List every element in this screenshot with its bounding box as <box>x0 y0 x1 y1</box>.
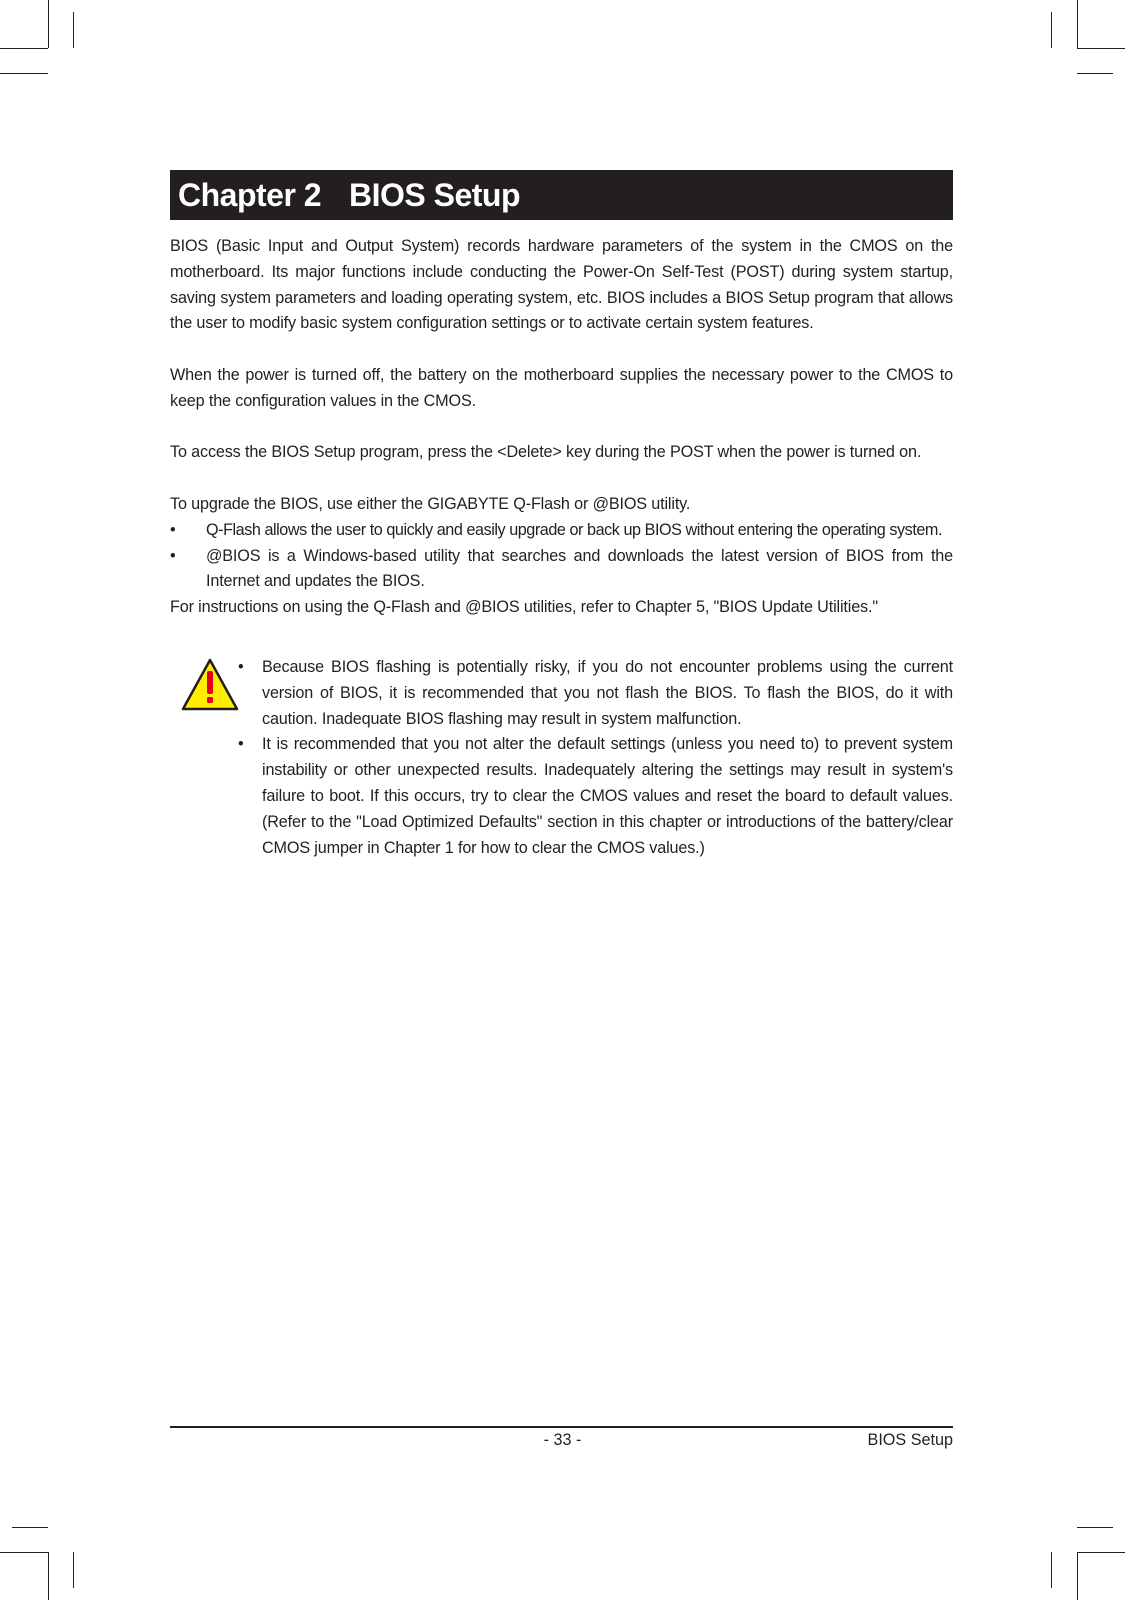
chapter-title: BIOS Setup <box>349 176 521 213</box>
warning-flash-text: Because BIOS flashing is potentially risky, if you do not encounter problems using the current version of BIOS, it is recommended that you not flash the BIOS. To flash the BIOS, do it with caution. Inadequate BIOS flashing may result in system malfunction. <box>262 658 953 728</box>
warning-box <box>170 655 953 861</box>
qflash-bullet-text: Q-Flash allows the user to quickly and easily upgrade or back up BIOS without entering the operating system. <box>206 520 943 539</box>
footer-section-title: BIOS Setup <box>867 1431 953 1449</box>
page-number: - 33 - <box>543 1431 582 1449</box>
warning-defaults-text: It is recommended that you not alter the default settings (unless you need to) to prevent system instability or other unexpected results. Inadequately altering the settings may result in system's failure to boot. If this occurs, try to clear the CMOS values and reset the board to default values. (Refer to the "Load Optimized Defaults" section in this chapter or introductions of the battery/clear CMOS jumper in Chapter 1 for how to clear the CMOS values.) <box>262 735 953 857</box>
bullet-icon: • <box>170 546 176 565</box>
warning-list <box>238 655 953 861</box>
intro-paragraph: BIOS (Basic Input and Output System) records hardware parameters of the system in the CMOS on the motherboard. Its major functions include conducting the Power-On Self-Test (POST) during system startup, saving system parameters and loading operating system, etc. BIOS includes a BIOS Setup program that allows the user to modify basic system configuration settings or to activate certain system features. <box>170 237 953 333</box>
list-item <box>238 655 953 732</box>
warning-triangle-icon <box>180 658 240 712</box>
bullet-icon: • <box>238 735 244 754</box>
list-item <box>170 518 953 544</box>
chapter-heading <box>170 170 953 220</box>
battery-paragraph: When the power is turned off, the battery on the motherboard supplies the necessary power to the CMOS to keep the configuration values in the CMOS. <box>170 365 953 410</box>
chapter-body <box>170 234 953 621</box>
instructions-paragraph: For instructions on using the Q-Flash and @BIOS utilities, refer to Chapter 5, "BIOS Update Utilities." <box>170 598 878 617</box>
access-paragraph: To access the BIOS Setup program, press the <Delete> key during the POST when the power is turned on. <box>170 443 922 462</box>
list-item <box>170 544 953 596</box>
list-item <box>238 732 953 861</box>
atbios-bullet-text: @BIOS is a Windows-based utility that searches and downloads the latest version of BIOS from the Internet and updates the BIOS. <box>206 546 953 591</box>
bullet-icon: • <box>170 520 176 539</box>
upgrade-paragraph: To upgrade the BIOS, use either the GIGABYTE Q-Flash or @BIOS utility. <box>170 494 691 513</box>
bullet-icon: • <box>238 658 244 676</box>
chapter-number: Chapter 2 <box>178 176 322 213</box>
